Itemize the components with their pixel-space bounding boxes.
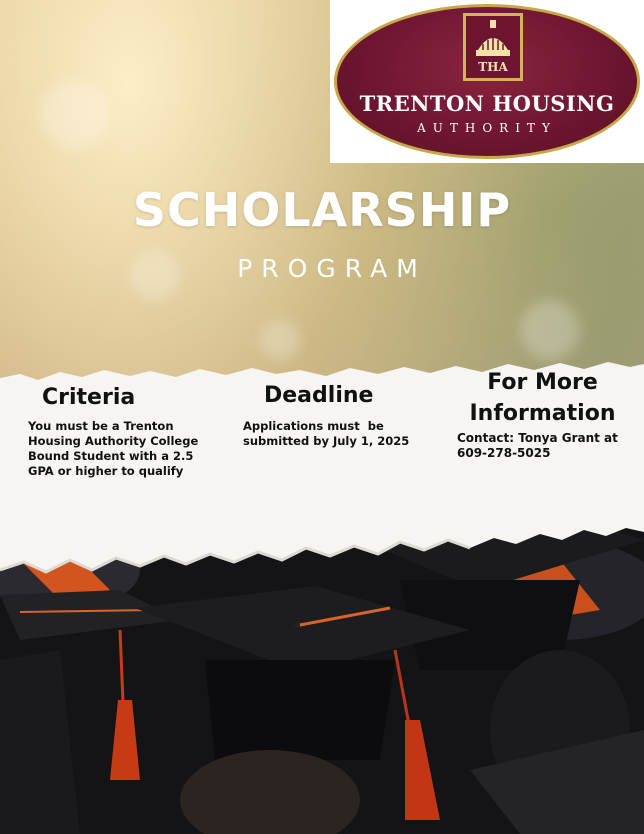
info-line: Contact: Tonya Grant at [457,431,618,445]
criteria-line: Bound Student with a 2.5 [28,449,194,463]
deadline-line: Applications must be [243,419,384,433]
logo-subtitle: AUTHORITY [417,121,557,135]
logo-oval [334,4,640,159]
info-heading [460,367,625,429]
criteria-line: Housing Authority College [28,434,199,448]
bokeh-light [40,80,110,150]
logo [330,0,644,163]
info-strip [0,350,644,580]
capitol-dome-icon [463,13,523,81]
info-text [457,431,637,461]
logo-name: TRENTON HOUSING [359,91,615,116]
deadline-heading: Deadline [264,383,374,408]
criteria-line: You must be a Trenton [28,419,174,433]
page-title: SCHOLARSHIP [132,183,512,237]
deadline-text [243,419,433,449]
logo-emblem-text: THA [478,60,508,74]
info-line: 609-278-5025 [457,446,551,460]
info-heading-line: Information [469,401,616,426]
info-heading-line: For More [487,370,598,395]
deadline-line: submitted by July 1, 2025 [243,434,410,448]
criteria-text [28,419,228,479]
criteria-heading: Criteria [42,385,136,410]
page-subtitle: PROGRAM [237,254,427,283]
criteria-line: GPA or higher to qualify [28,464,184,478]
